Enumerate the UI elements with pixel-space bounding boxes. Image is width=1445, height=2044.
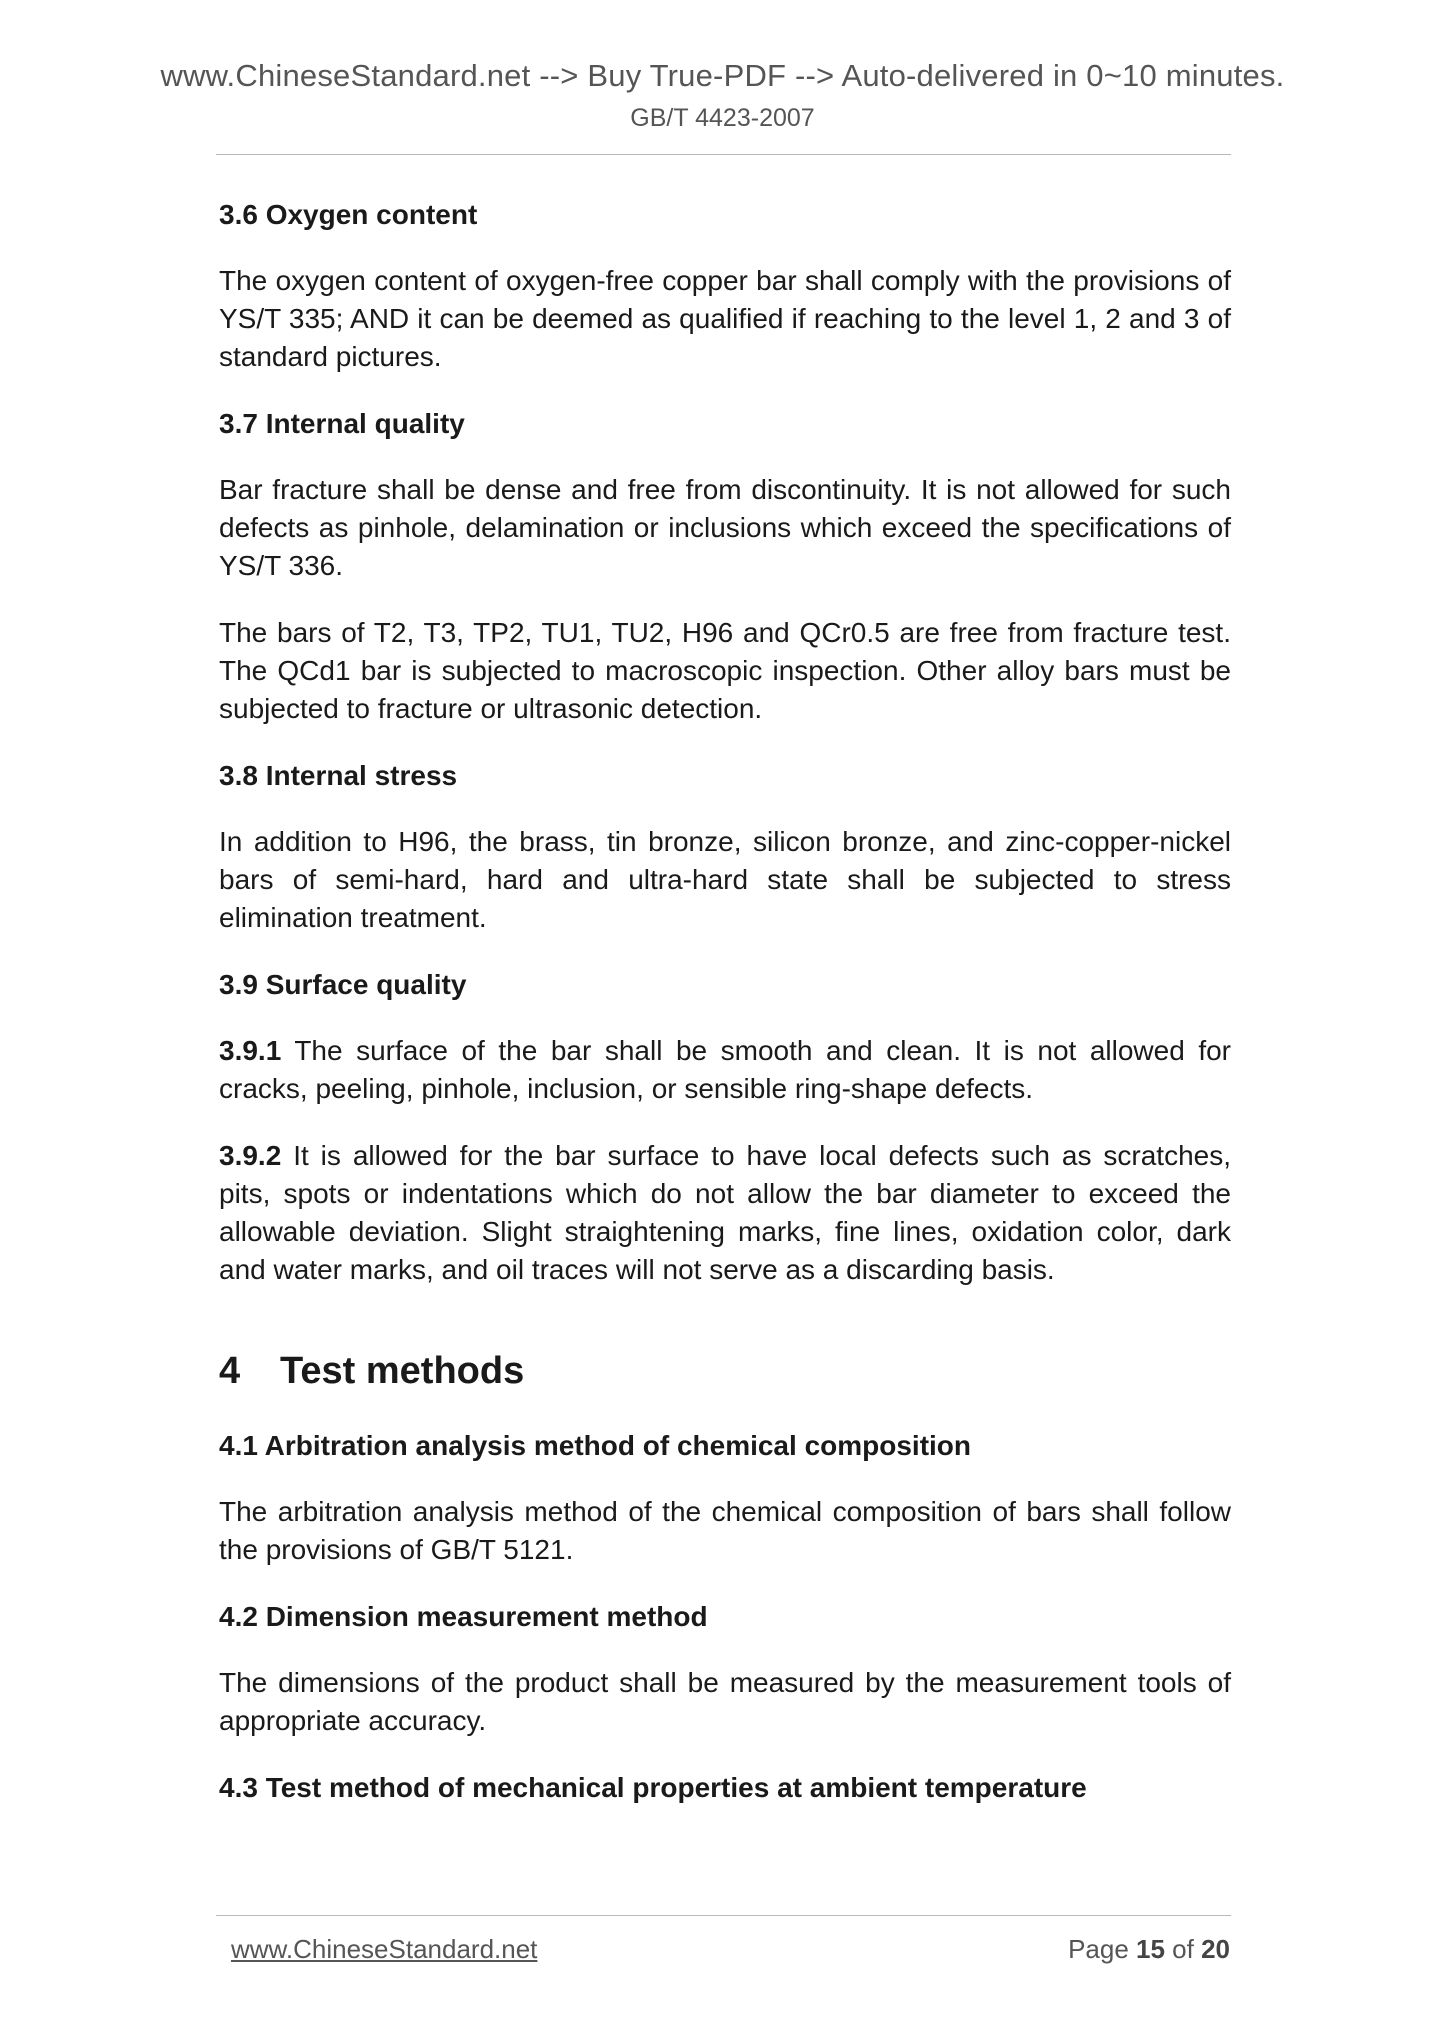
- section-heading-3-6: 3.6 Oxygen content: [219, 199, 478, 230]
- paragraph-3-8: In addition to H96, the brass, tin bronze, silicon bronze, and zinc-copper-nickel bars of semi-hard, hard and ultra-hard state shall be subjected to stress elimination treatment.: [219, 826, 1231, 933]
- header-banner[interactable]: www.ChineseStandard.net --> Buy True-PDF --> Auto-delivered in 0~10 minutes.: [160, 58, 1285, 93]
- footer-website-link[interactable]: www.ChineseStandard.net: [231, 1934, 538, 1964]
- footer-divider: [216, 1915, 1231, 1916]
- paragraph-3-7-b: The bars of T2, T3, TP2, TU1, TU2, H96 and QCr0.5 are free from fracture test. The QCd1 bar is subjected to macroscopic inspection. Other alloy bars must be subjected to fracture or ultrasonic detection.: [219, 617, 1231, 724]
- page-total: 20: [1201, 1934, 1230, 1964]
- section-heading-3-7: 3.7 Internal quality: [219, 408, 465, 439]
- paragraph-3-6: The oxygen content of oxygen-free copper bar shall comply with the provisions of YS/T 335; AND it can be deemed as qualified if reaching to the level 1, 2 and 3 of standard pictures.: [219, 265, 1231, 372]
- section-heading-4-2: 4.2 Dimension measurement method: [219, 1601, 708, 1632]
- paragraph-4-2: The dimensions of the product shall be measured by the measurement tools of appropriate accuracy.: [219, 1667, 1231, 1736]
- paragraph-4-1: The arbitration analysis method of the chemical composition of bars shall follow the provisions of GB/T 5121.: [219, 1496, 1231, 1565]
- page-prefix: Page: [1068, 1934, 1137, 1964]
- paragraph-3-7-a: Bar fracture shall be dense and free from discontinuity. It is not allowed for such defects as pinhole, delamination or inclusions which exceed the specifications of YS/T 336.: [219, 474, 1231, 581]
- section-heading-3-8: 3.8 Internal stress: [219, 760, 458, 791]
- chapter-title: Test methods: [280, 1350, 525, 1392]
- chapter-number: 4: [219, 1350, 241, 1392]
- clause-number-3-9-1: 3.9.1: [219, 1035, 282, 1066]
- standard-number: GB/T 4423-2007: [630, 104, 815, 132]
- paragraph-3-9-1: [219, 1032, 1231, 1108]
- chapter-heading-4: [219, 1347, 1231, 1395]
- page-of: of: [1164, 1934, 1202, 1964]
- clause-text-3-9-1: The surface of the bar shall be smooth and clean. It is not allowed for cracks, peeling, pinhole, inclusion, or sensible ring-shape defects.: [219, 1035, 1231, 1104]
- clause-text-3-9-2: It is allowed for the bar surface to have local defects such as scratches, pits, spots or indentations which do not allow the bar diameter to exceed the allowable deviation. Slight straightening marks, fine lines, oxidation color, dark and water marks, and oil traces will not serve as a discarding basis.: [219, 1140, 1231, 1285]
- section-heading-4-3: 4.3 Test method of mechanical properties at ambient temperature: [219, 1772, 1087, 1803]
- header-divider: [216, 154, 1231, 155]
- document-body: [219, 196, 1231, 1835]
- page-current: 15: [1136, 1934, 1165, 1964]
- clause-number-3-9-2: 3.9.2: [219, 1140, 282, 1171]
- page-number: [1068, 1934, 1230, 1965]
- section-heading-3-9: 3.9 Surface quality: [219, 969, 467, 1000]
- paragraph-3-9-2: [219, 1137, 1231, 1289]
- section-heading-4-1: 4.1 Arbitration analysis method of chemical composition: [219, 1430, 972, 1461]
